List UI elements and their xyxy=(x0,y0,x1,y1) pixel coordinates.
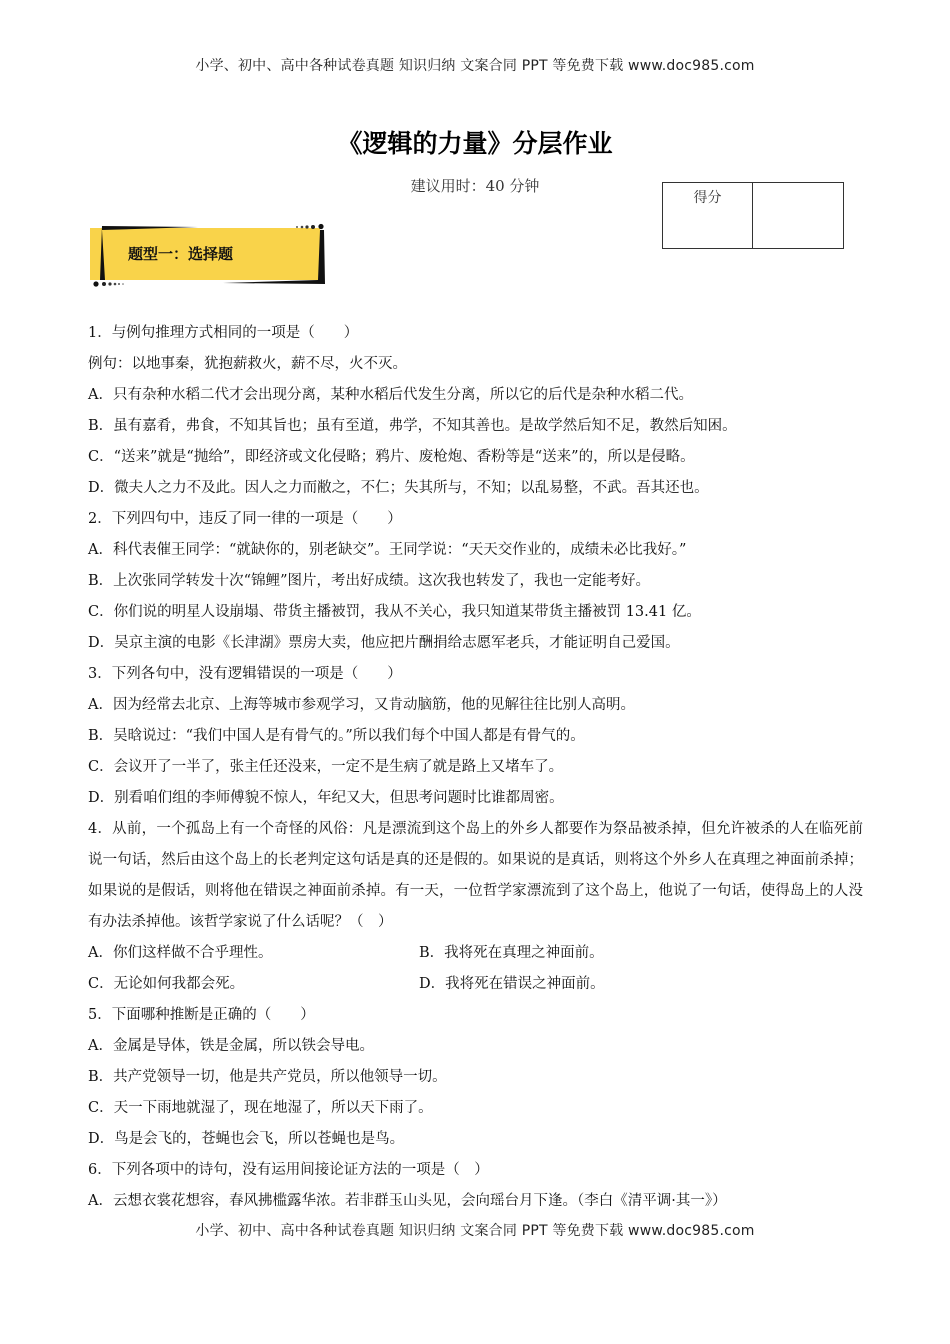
question-stem: 1．与例句推理方式相同的一项是（ ） xyxy=(88,325,359,341)
option-row xyxy=(88,938,863,969)
option-c: C．无论如何我都会死。 xyxy=(88,976,245,992)
option-a: A．金属是导体，铁是金属，所以铁会导电。 xyxy=(88,1038,374,1054)
option-a: A．科代表催王同学：“就缺你的，别老缺交”。王同学说：“天天交作业的，成绩未必比我好。” xyxy=(88,542,687,558)
option-b: B．上次张同学转发十次“锦鲤”图片，考出好成绩。这次我也转发了，我也一定能考好。 xyxy=(88,573,650,589)
score-label: 得分 xyxy=(663,183,753,248)
score-value-field[interactable] xyxy=(753,183,843,248)
question-stem: 3．下列各句中，没有逻辑错误的一项是（ ） xyxy=(88,666,402,682)
document-title: 《逻辑的力量》分层作业 xyxy=(337,129,613,158)
suggested-time: 建议用时：40 分钟 xyxy=(410,177,540,195)
option-d: D．我将死在错误之神面前。 xyxy=(419,976,605,992)
section-title: 题型一：选择题 xyxy=(128,245,234,263)
option-a: A．只有杂种水稻二代才会出现分离，某种水稻后代发生分离，所以它的后代是杂种水稻二代。 xyxy=(88,387,693,403)
option-a: A．云想衣裳花想容，春风拂槛露华浓。若非群玉山头见，会向瑶台月下逢。（李白《清平调·其一》） xyxy=(88,1193,727,1209)
question-stem: 6．下列各项中的诗句，没有运用间接论证方法的一项是（ ） xyxy=(88,1162,489,1178)
page-footer-note: 小学、初中、高中各种试卷真题 知识归纳 文案合同 PPT 等免费下载 www.doc985.com xyxy=(195,1223,755,1239)
option-d: D．鸟是会飞的，苍蝇也会飞，所以苍蝇也是鸟。 xyxy=(88,1131,405,1147)
question-stem: 4．从前，一个孤岛上有一个奇怪的风俗：凡是漂流到这个岛上的外乡人都要作为祭品被杀掉，但允许被杀的人在临死前说一句话，然后由这个岛上的长老判定这句话是真的还是假的。如果说的是真话，则将这个外乡人在真理之神面前杀掉；如果说的是假话，则将他在错误之神面前杀掉。有一天，一位哲学家漂流到了这个岛上，他说了一句话，使得岛上的人没有办法杀掉他。该哲学家说了什么话呢？（ ） xyxy=(88,821,863,930)
section-banner xyxy=(88,222,328,288)
question-list xyxy=(88,318,863,1217)
option-b: B．吴晗说过：“我们中国人是有骨气的。”所以我们每个中国人都是有骨气的。 xyxy=(88,728,585,744)
option-a: A．因为经常去北京、上海等城市参观学习，又肯动脑筋，他的见解往往比别人高明。 xyxy=(88,697,635,713)
question-stem: 5．下面哪种推断是正确的（ ） xyxy=(88,1007,315,1023)
option-d: D．别看咱们组的李师傅貌不惊人，年纪又大，但思考问题时比谁都周密。 xyxy=(88,790,564,806)
option-b: B．虽有嘉肴，弗食，不知其旨也；虽有至道，弗学，不知其善也。是故学然后知不足，教然后知困。 xyxy=(88,418,737,434)
question-stem: 2．下列四句中，违反了同一律的一项是（ ） xyxy=(88,511,402,527)
option-c: C．“送来”就是“抛给”，即经济或文化侵略；鸦片、废枪炮、香粉等是“送来”的，所以是侵略。 xyxy=(88,449,695,465)
score-box xyxy=(662,182,844,249)
option-a: A．你们这样做不合乎理性。 xyxy=(88,945,273,961)
option-c: C．会议开了一半了，张主任还没来，一定不是生病了就是路上又堵车了。 xyxy=(88,759,564,775)
option-c: C．天一下雨地就湿了，现在地湿了，所以天下雨了。 xyxy=(88,1100,433,1116)
page-header-note: 小学、初中、高中各种试卷真题 知识归纳 文案合同 PPT 等免费下载 www.doc985.com xyxy=(195,58,755,74)
option-row xyxy=(88,969,863,1000)
option-c: C．你们说的明星人设崩塌、带货主播被罚，我从不关心，我只知道某带货主播被罚 13.41 亿。 xyxy=(88,604,701,620)
example-sentence: 例句：以地事秦，犹抱薪救火，薪不尽，火不灭。 xyxy=(88,356,407,372)
option-d: D．吴京主演的电影《长津湖》票房大卖，他应把片酬捐给志愿军老兵，才能证明自己爱国。 xyxy=(88,635,680,651)
option-b: B．共产党领导一切，他是共产党员，所以他领导一切。 xyxy=(88,1069,447,1085)
option-d: D．微夫人之力不及此。因人之力而敝之，不仁；失其所与，不知；以乱易整，不武。吾其还也。 xyxy=(88,480,709,496)
option-b: B．我将死在真理之神面前。 xyxy=(419,945,604,961)
